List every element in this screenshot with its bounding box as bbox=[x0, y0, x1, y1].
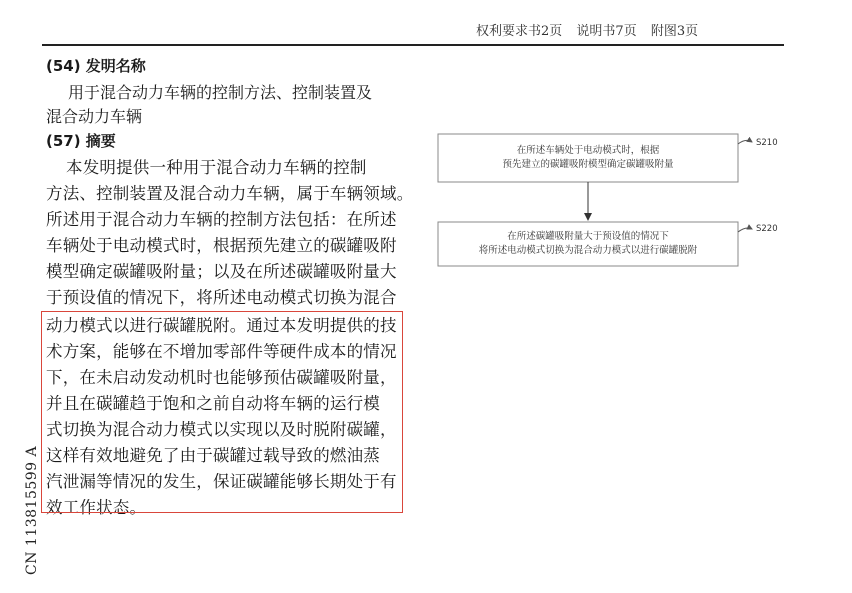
abstract-line: 术方案，能够在不增加零部件等硬件成本的情况 bbox=[46, 342, 397, 361]
header-description: 说明书7页 bbox=[576, 24, 637, 39]
abstract-line: 本发明提供一种用于混合动力车辆的控制 bbox=[66, 158, 367, 177]
flow-step-s210 bbox=[438, 134, 778, 182]
abstract-line: 车辆处于电动模式时，根据预先建立的碳罐吸附 bbox=[46, 236, 397, 255]
flowchart bbox=[430, 128, 790, 278]
invention-title-line-2: 混合动力车辆 bbox=[46, 107, 143, 126]
flow-box-s220 bbox=[438, 222, 738, 266]
abstract-label: (57) 摘要 bbox=[46, 132, 116, 150]
publication-number: CN 113815599 A bbox=[24, 445, 40, 575]
flow-box-s210 bbox=[438, 134, 738, 182]
abstract-line: 下，在未启动发动机时也能够预估碳罐吸附量， bbox=[46, 368, 397, 387]
abstract-line: 方法、控制装置及混合动力车辆，属于车辆领域。 bbox=[46, 184, 414, 203]
abstract-line: 所述用于混合动力车辆的控制方法包括：在所述 bbox=[46, 210, 397, 229]
invention-name-label: (54) 发明名称 bbox=[46, 57, 146, 75]
highlight-box bbox=[41, 311, 403, 513]
invention-title-line-1: 用于混合动力车辆的控制方法、控制装置及 bbox=[68, 83, 373, 102]
flow-step-s220 bbox=[438, 222, 778, 266]
abstract-line: 效工作状态。 bbox=[46, 498, 147, 517]
header-claims: 权利要求书2页 bbox=[476, 24, 563, 39]
abstract-line: 这样有效地避免了由于碳罐过载导致的燃油蒸 bbox=[46, 446, 380, 465]
s210-leader-icon bbox=[738, 140, 752, 144]
flow-s210-line-2: 预先建立的碳罐吸附模型确定碳罐吸附量 bbox=[502, 159, 674, 170]
abstract-line: 于预设值的情况下，将所述电动模式切换为混合 bbox=[46, 288, 397, 307]
abstract-line: 模型确定碳罐吸附量；以及在所述碳罐吸附量大 bbox=[46, 262, 397, 281]
page-header bbox=[476, 20, 776, 42]
flow-s220-line-1: 在所述碳罐吸附量大于预设值的情况下 bbox=[507, 231, 669, 242]
abstract-line: 汽泄漏等情况的发生，保证碳罐能够长期处于有 bbox=[46, 472, 397, 491]
header-drawings: 附图3页 bbox=[650, 24, 699, 39]
abstract-line: 并且在碳罐趋于饱和之前自动将车辆的运行模 bbox=[46, 394, 380, 413]
abstract-line: 动力模式以进行碳罐脱附。通过本发明提供的技 bbox=[46, 316, 397, 335]
flow-s210-line-1: 在所述车辆处于电动模式时，根据 bbox=[516, 145, 660, 156]
s220-leader-icon bbox=[738, 228, 752, 232]
flow-s220-label: S220 bbox=[756, 224, 778, 234]
abstract-line: 式切换为混合动力模式以实现以及时脱附碳罐， bbox=[46, 420, 397, 439]
header-rule bbox=[42, 44, 784, 46]
flow-s220-line-2: 将所述电动模式切换为混合动力模式以进行碳罐脱附 bbox=[478, 245, 698, 256]
flow-s210-label: S210 bbox=[756, 138, 778, 148]
